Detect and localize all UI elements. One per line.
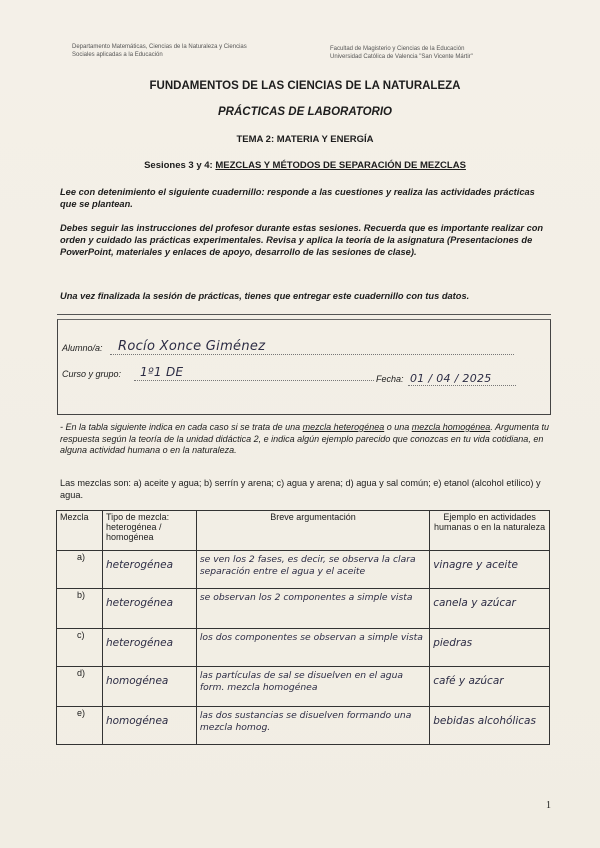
- header-faculty: [330, 46, 473, 61]
- term-homogenea: mezcla homogénea: [411, 422, 491, 432]
- table-row: [57, 589, 550, 629]
- curso-field[interactable]: 1º1 DE: [140, 365, 184, 379]
- tipo-cell[interactable]: heterogénea: [102, 629, 196, 667]
- alumno-line: [110, 354, 514, 355]
- row-label: a): [57, 551, 103, 589]
- header-tipo: Tipo de mezcla: heterogénea / homogénea: [102, 511, 196, 551]
- row-label: b): [57, 589, 103, 629]
- header-right-line1: Facultad de Magisterio y Ciencias de la Educación: [330, 46, 465, 52]
- fecha-field[interactable]: 01 / 04 / 2025: [410, 372, 492, 385]
- row-label: e): [57, 707, 103, 745]
- sesiones-prefix: Sesiones 3 y 4:: [144, 160, 216, 171]
- instructions-paragraph-2: Debes seguir las instrucciones del profesor durante estas sesiones. Recuerda que es importante realizar con orden y cuidado las prácticas experimentales. Revisa y aplica la teoría de la asignatura (Presentaciones de PowerPoint, materiales y enlaces de apoyo, desarrollo de las sesiones de clase).: [60, 223, 544, 257]
- argumentacion-cell[interactable]: se observan los 2 componentes a simple vista: [196, 589, 429, 629]
- argumentacion-cell[interactable]: las partículas de sal se disuelven en el agua form. mezcla homogénea: [196, 667, 429, 707]
- instructions-paragraph-1: Lee con detenimiento el siguiente cuadernillo: responde a las cuestiones y realiza las actividades prácticas que se plantean.: [60, 187, 535, 209]
- table-instruction: [60, 422, 550, 457]
- sesiones-topic: MEZCLAS Y MÉTODOS DE SEPARACIÓN DE MEZCLAS: [215, 160, 466, 171]
- alumno-field[interactable]: Rocío Xonce Giménez: [118, 339, 266, 354]
- row-label: c): [57, 629, 103, 667]
- tipo-cell[interactable]: heterogénea: [102, 551, 196, 589]
- table-header-row: [57, 511, 550, 551]
- mixtures-table: [56, 510, 550, 745]
- argumentacion-cell[interactable]: las dos sustancias se disuelven formando una mezcla homog.: [196, 707, 429, 745]
- page-number: 1: [546, 800, 551, 811]
- ejemplo-cell[interactable]: bebidas alcohólicas: [430, 707, 550, 745]
- main-title: FUNDAMENTOS DE LAS CIENCIAS DE LA NATURALEZA: [149, 80, 461, 92]
- row-label: d): [57, 667, 103, 707]
- argumentacion-cell[interactable]: los dos componentes se observan a simple vista: [196, 629, 429, 667]
- table-row: [57, 667, 550, 707]
- tipo-cell[interactable]: heterogénea: [102, 589, 196, 629]
- sesiones-title: [0, 160, 600, 171]
- table-row: [57, 629, 550, 667]
- header-left-line1: Departamento Matemáticas, Ciencias de la Naturaleza y Ciencias: [72, 44, 247, 50]
- mixtures-list: Las mezclas son: a) aceite y agua; b) serrín y arena; c) agua y arena; d) agua y sal común; e) etanol (alcohol etílico) y agua.: [60, 478, 541, 500]
- fecha-label: Fecha:: [376, 374, 404, 384]
- ejemplo-cell[interactable]: canela y azúcar: [430, 589, 550, 629]
- argumentacion-cell[interactable]: se ven los 2 fases, es decir, se observa la clara separación entre el agua y el aceite: [196, 551, 429, 589]
- header-department: [72, 44, 247, 59]
- header-left-line2: Sociales aplicadas a la Educación: [72, 51, 163, 58]
- practicas-title: PRÁCTICAS DE LABORATORIO: [218, 106, 392, 118]
- ejemplo-cell[interactable]: piedras: [430, 629, 550, 667]
- instruction-mid: o una: [384, 422, 412, 432]
- tipo-cell[interactable]: homogénea: [102, 667, 196, 707]
- ejemplo-cell[interactable]: café y azúcar: [430, 667, 550, 707]
- fecha-line: [408, 385, 516, 386]
- tema-title: TEMA 2: MATERIA Y ENERGÍA: [236, 134, 374, 145]
- tipo-cell[interactable]: homogénea: [102, 707, 196, 745]
- alumno-label: Alumno/a:: [62, 343, 103, 353]
- instructions-paragraph-3: Una vez finalizada la sesión de prácticas, tienes que entregar este cuadernillo con tus datos.: [60, 291, 470, 301]
- instruction-post: . Argumenta tu respuesta según la teoría de la unidad didáctica 2, e indica algún ejemplo parecido que conozcas en tu vida cotidiana, en alguna actividad humana o en la naturaleza.: [60, 422, 550, 455]
- box-top-line: [57, 314, 551, 315]
- term-heterogenea: mezcla heterogénea: [302, 422, 385, 432]
- student-data-box: [57, 319, 551, 415]
- header-right-line2: Universidad Católica de Valencia "San Vicente Mártir": [330, 53, 473, 60]
- ejemplo-cell[interactable]: vinagre y aceite: [430, 551, 550, 589]
- table-row: [57, 551, 550, 589]
- header-ejemplo: Ejemplo en actividades humanas o en la naturaleza: [430, 511, 550, 551]
- instruction-pre: - En la tabla siguiente indica en cada caso si se trata de una: [60, 422, 303, 432]
- table-row: [57, 707, 550, 745]
- curso-label: Curso y grupo:: [62, 369, 122, 379]
- header-mezcla: Mezcla: [57, 511, 103, 551]
- curso-line: [134, 380, 374, 381]
- header-argumentacion: Breve argumentación: [196, 511, 429, 551]
